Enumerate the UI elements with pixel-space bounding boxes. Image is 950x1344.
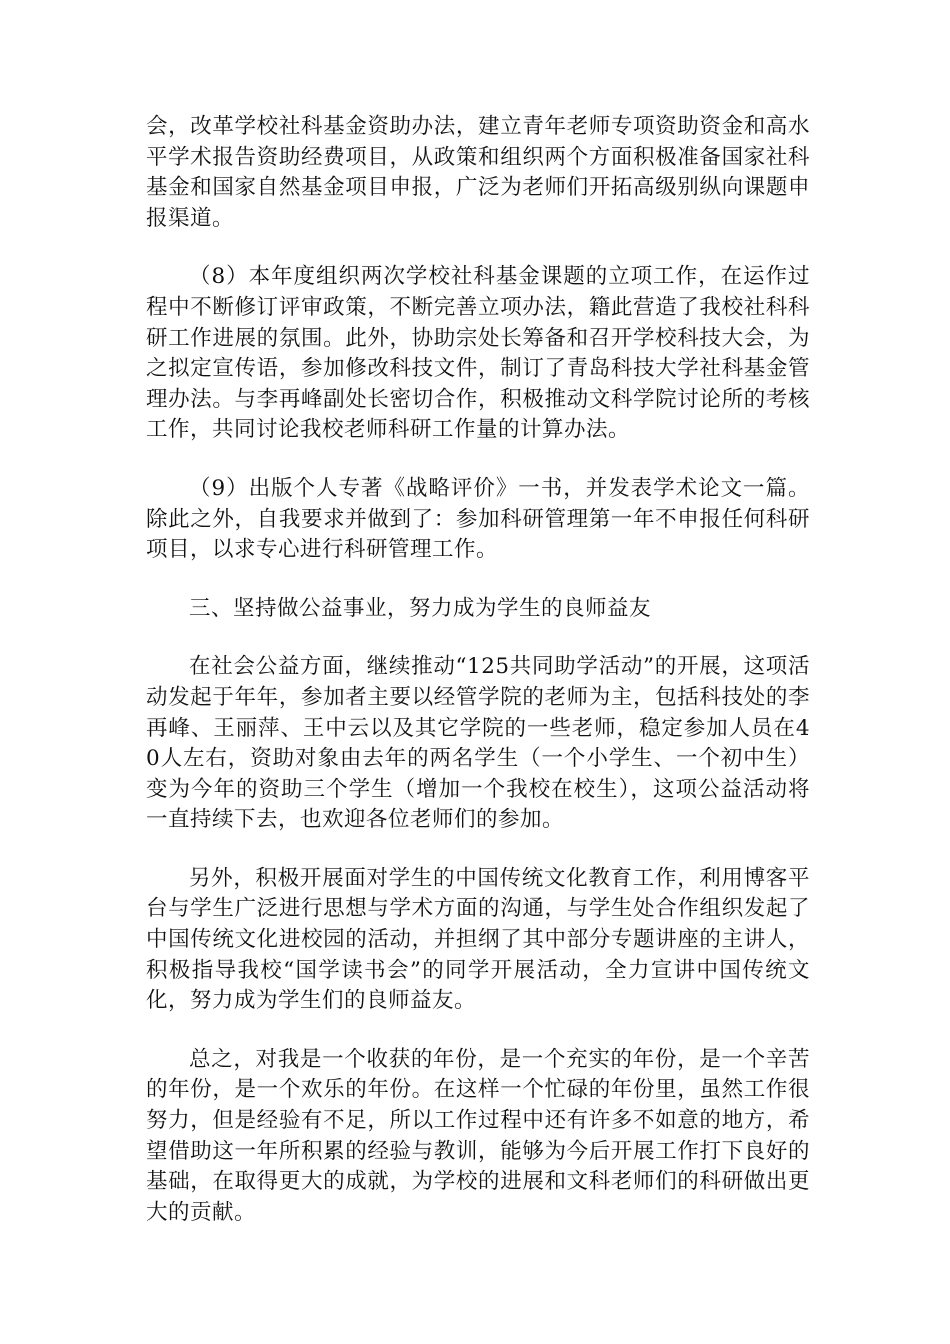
document-body — [146, 112, 810, 1256]
paragraph-summary: 总之，对我是一个收获的年份，是一个充实的年份，是一个辛苦的年份，是一个欢乐的年份。在这样一个忙碌的年份里，虽然工作很努力，但是经验有不足，所以工作过程中还有许多不如意的地方，希望借助这一年所积累的经验与教训，能够为今后开展工作打下良好的基础，在取得更大的成就，为学校的进展和文科老师们的科研做出更大的贡献。 — [146, 1046, 810, 1225]
paragraph-traditional-culture: 另外，积极开展面对学生的中国传统文化教育工作，利用博客平台与学生广泛进行思想与学术方面的沟通，与学生处合作组织发起了中国传统文化进校园的活动，并担纲了其中部分专题讲座的主讲人，积极指导我校“国学读书会”的同学开展活动，全力宣讲中国传统文化，努力成为学生们的良师益友。 — [146, 865, 810, 1014]
section-heading-3: 三、坚持做公益事业，努力成为学生的良师益友 — [189, 595, 652, 621]
paragraph-item-9: （9）出版个人专著《战略评价》一书，并发表学术论文一篇。除此之外，自我要求并做到了：参加科研管理第一年不申报任何科研项目，以求专心进行科研管理工作。 — [146, 475, 810, 563]
paragraph-item-8: （8）本年度组织两次学校社科基金课题的立项工作，在运作过程中不断修订评审政策，不断完善立项办法，籍此营造了我校社科科研工作进展的氛围。此外，协助宗处长筹备和召开学校科技大会，为之拟定宣传语，参加修改科技文件，制订了青岛科技大学社科基金管理办法。与李再峰副处长密切合作，积极推动文科学院讨论所的考核工作，共同讨论我校老师科研工作量的计算办法。 — [146, 264, 810, 443]
paragraph-continuation: 会，改革学校社科基金资助办法，建立青年老师专项资助资金和高水平学术报告资助经费项目，从政策和组织两个方面积极准备国家社科基金和国家自然基金项目申报，广泛为老师们开拓高级别纵向课题申报渠道。 — [146, 114, 810, 231]
paragraph-public-welfare: 在社会公益方面，继续推动“125共同助学活动”的开展，这项活动发起于年年，参加者主要以经管学院的老师为主，包括科技处的李再峰、王丽萍、王中云以及其它学院的一些老师，稳定参加人员在40人左右，资助对象由去年的两名学生（一个小学生、一个初中生）变为今年的资助三个学生（增加一个我校在校生），这项公益活动将一直持续下去，也欢迎各位老师们的参加。 — [146, 654, 810, 833]
